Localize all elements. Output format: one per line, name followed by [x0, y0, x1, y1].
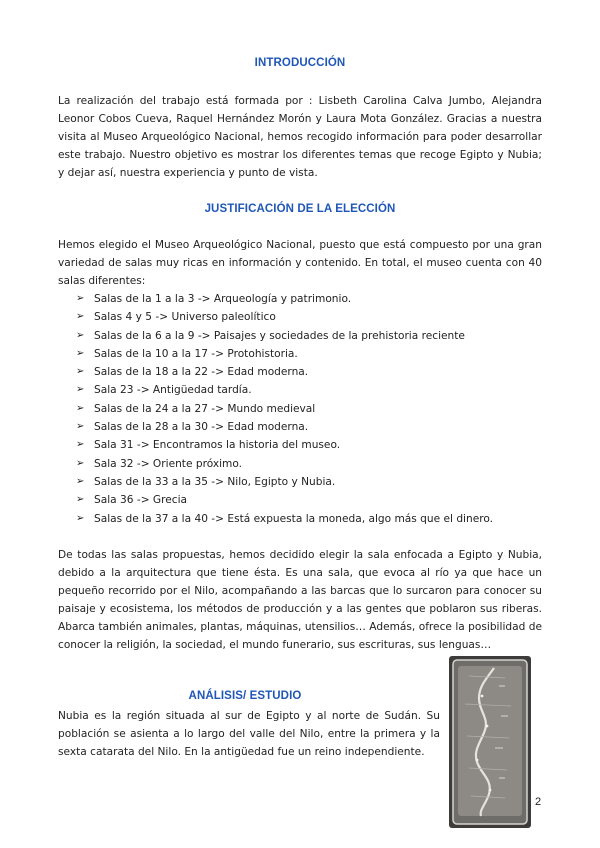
arrow-bullet-icon: ➢	[76, 293, 85, 304]
room-label: Salas de la 33 a la 35 -> Nilo, Egipto y Nubia.	[94, 475, 336, 488]
justification-paragraph: Hemos elegido el Museo Arqueológico Nacional, puesto que está compuesto por una gran variedad de salas muy ricas en información y contenido. En total, el museo cuenta con 40 salas diferentes:	[58, 239, 542, 287]
room-label: Sala 36 -> Grecia	[94, 494, 188, 507]
room-list-item	[76, 473, 493, 491]
arrow-bullet-icon: ➢	[76, 439, 85, 451]
room-list-item	[76, 363, 493, 381]
room-label: Salas de la 18 a la 22 -> Edad moderna.	[94, 366, 309, 379]
nile-map-illustration	[449, 656, 531, 828]
room-list-item	[76, 327, 493, 345]
justification-heading: JUSTIFICACIÓN DE LA ELECCIÓN	[204, 203, 396, 215]
page-number: 2	[535, 796, 542, 808]
arrow-bullet-icon: ➢	[76, 475, 85, 487]
arrow-bullet-icon: ➢	[76, 421, 85, 433]
choice-paragraph: De todas las salas propuestas, hemos decidido elegir la sala enfocada a Egipto y Nubia, debido a la arquitectura que tiene ésta. Es una sala, que evoca al río ya que hace un pequeño recorrido por el Nilo, acompañando a las barcas que lo surcaron para conocer su paisaje y ecosistema, los métodos de producción y a las gentes que poblaron sus riberas. Abarca también animales, plantas, máquinas, utensilios… Además, ofrece la posibilidad de conocer la religión, la sociedad, el mundo funerario, sus escrituras, sus lenguas…	[58, 549, 542, 651]
room-list-item	[76, 290, 493, 308]
room-label: Salas de la 37 a la 40 -> Está expuesta la moneda, algo más que el dinero.	[94, 512, 494, 525]
room-list-item	[76, 510, 493, 528]
room-list-item	[76, 436, 493, 454]
intro-paragraph: La realización del trabajo está formada por : Lisbeth Carolina Calva Jumbo, Alejandra Leonor Cobos Cueva, Raquel Hernández Morón y Laura Mota González. Gracias a nuestra visita al Museo Arqueológico Nacional, hemos recogido información para poder desarrollar este trabajo. Nuestro objetivo es mostrar los diferentes temas que recoge Egipto y Nubia; y dejar así, nuestra experiencia y punto de vista.	[58, 95, 542, 179]
room-list-item	[76, 418, 493, 436]
arrow-bullet-icon: ➢	[76, 512, 85, 524]
intro-heading: INTRODUCCIÓN	[254, 57, 346, 69]
room-list-item	[76, 308, 493, 326]
analysis-paragraph: Nubia es la región situada al sur de Egipto y al norte de Sudán. Su población se asienta a lo largo del valle del Nilo, entre la primera y la sexta catarata del Nilo. En la antigüedad fue un reino independiente.	[58, 710, 440, 758]
arrow-bullet-icon: ➢	[76, 329, 85, 341]
room-list-item	[76, 400, 493, 418]
room-list-item	[76, 455, 493, 473]
room-label: Salas 4 y 5 -> Universo paleolítico	[94, 311, 276, 324]
room-label: Sala 31 -> Encontramos la historia del museo.	[94, 439, 341, 452]
arrow-bullet-icon: ➢	[76, 311, 85, 323]
room-label: Sala 23 -> Antigüedad tardía.	[94, 384, 252, 397]
room-label: Salas de la 10 a la 17 -> Protohistoria.	[94, 347, 298, 360]
room-list-item	[76, 381, 493, 399]
room-label: Salas de la 24 a la 27 -> Mundo medieval	[94, 402, 316, 415]
room-list-item	[76, 491, 493, 509]
room-list-item	[76, 345, 493, 363]
analysis-heading: ANÁLISIS/ ESTUDIO	[188, 690, 302, 702]
room-label: Salas de la 1 a la 3 -> Arqueología y patrimonio.	[94, 293, 352, 305]
arrow-bullet-icon: ➢	[76, 457, 85, 469]
arrow-bullet-icon: ➢	[76, 494, 85, 506]
rooms-list	[76, 290, 493, 528]
room-label: Salas de la 6 a la 9 -> Paisajes y sociedades de la prehistoria reciente	[94, 329, 465, 342]
arrow-bullet-icon: ➢	[76, 347, 85, 359]
room-label: Salas de la 28 a la 30 -> Edad moderna.	[94, 421, 309, 434]
arrow-bullet-icon: ➢	[76, 366, 85, 378]
nile-map-photo	[449, 656, 531, 828]
arrow-bullet-icon: ➢	[76, 384, 85, 396]
arrow-bullet-icon: ➢	[76, 402, 85, 414]
room-label: Sala 32 -> Oriente próximo.	[94, 457, 243, 470]
